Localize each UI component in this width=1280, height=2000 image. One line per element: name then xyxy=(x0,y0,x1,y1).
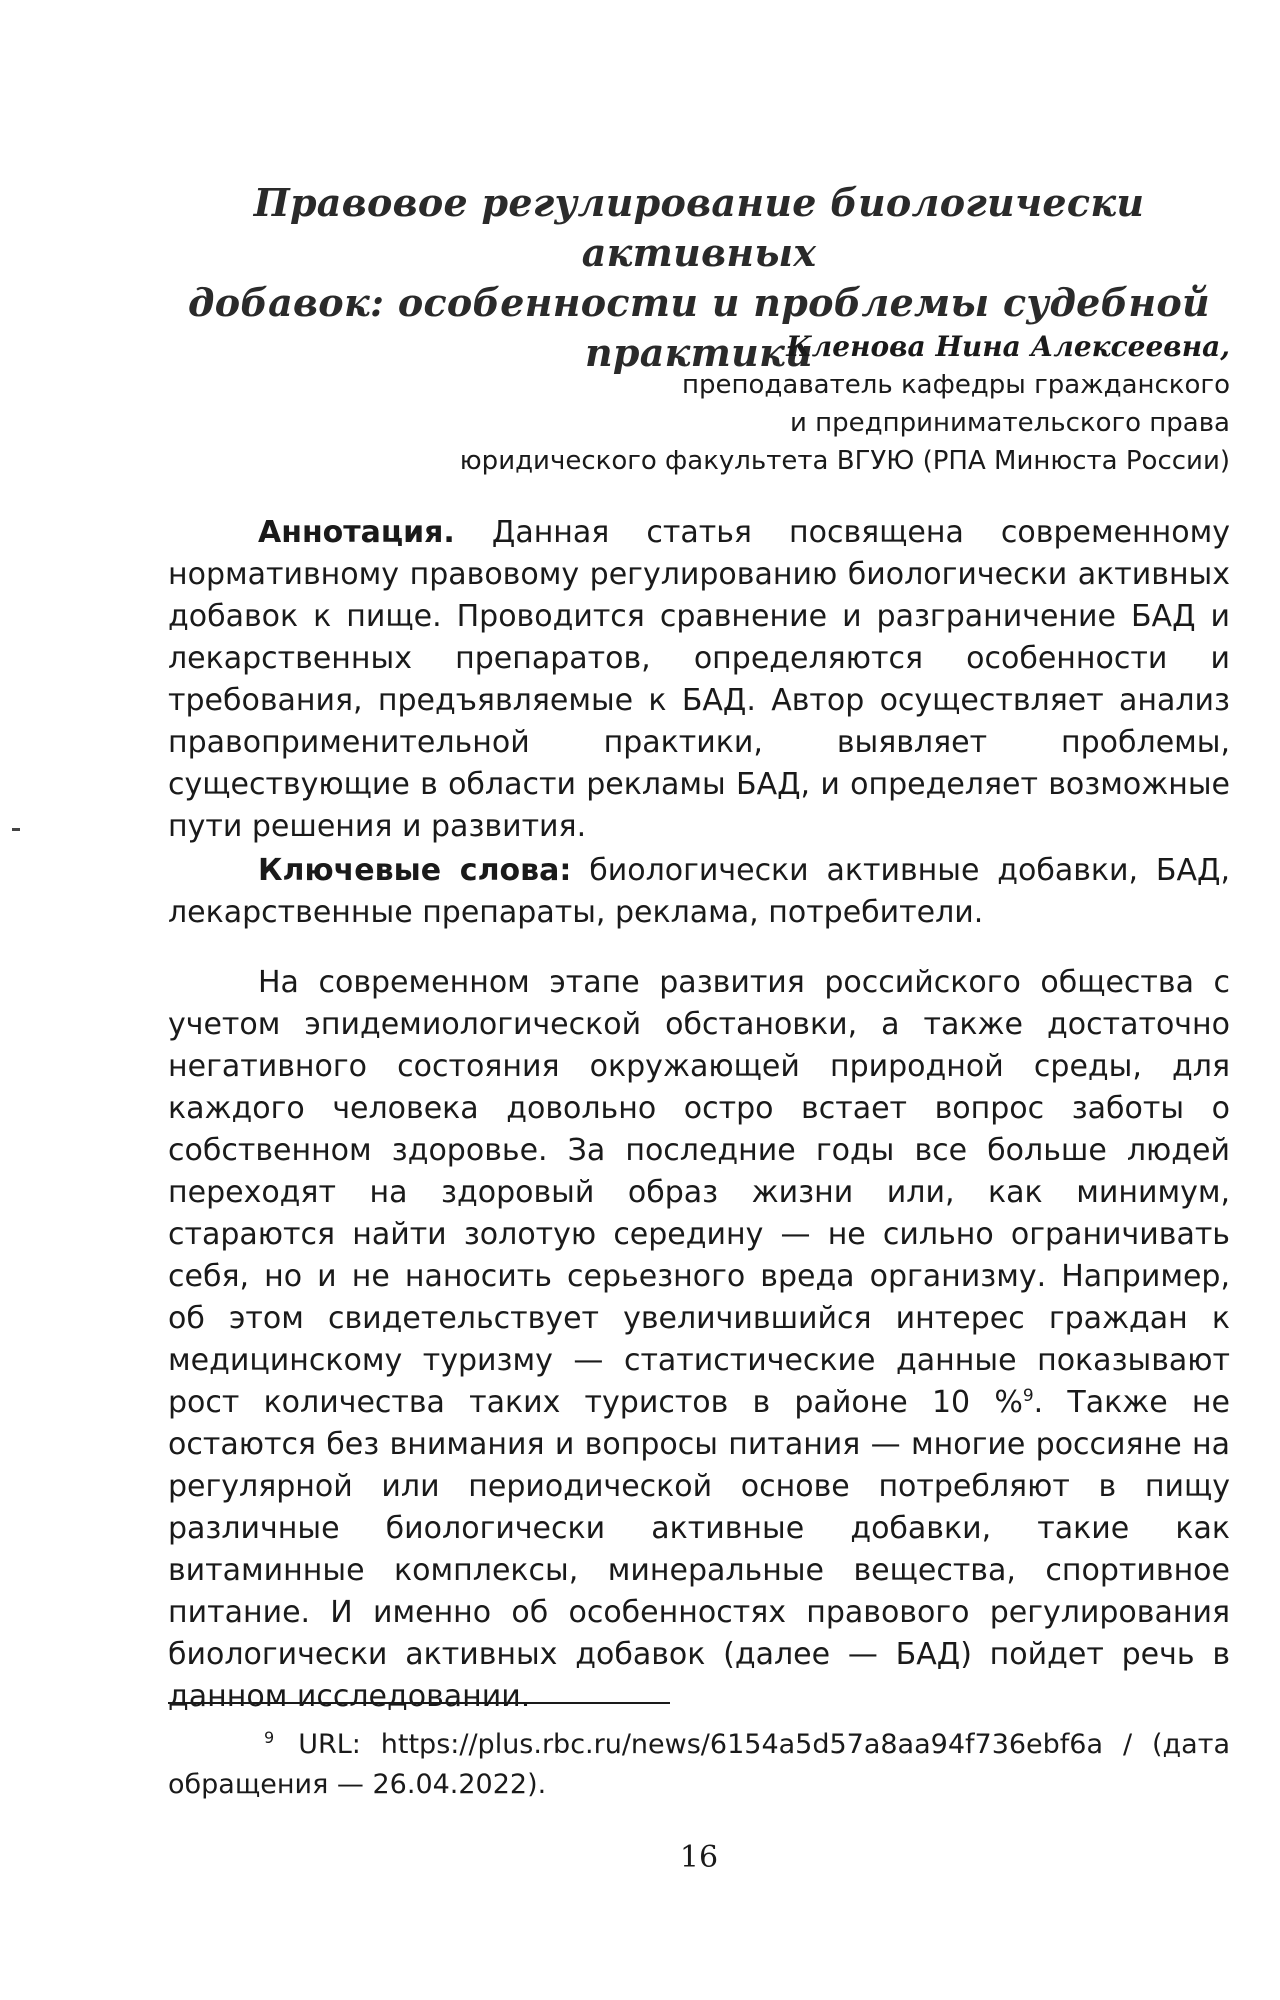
author-name: Кленова Нина Алексеевна, xyxy=(786,330,1230,363)
document-page xyxy=(168,0,1230,2000)
main-text-part-2: . Также не остаются без внимания и вопросы питания — многие россияне на регулярной или периодической основе потребляют в пищу различные биологически активные добавки, такие как витаминные комплексы, минеральные вещества, спортивное питание. И именно об особенностях правового регулирования биологически активных добавок (далее — БАД) пойдет речь в данном исследовании. xyxy=(168,1385,1230,1714)
author-position-line-1: преподаватель кафедры гражданского xyxy=(682,370,1230,400)
author-block xyxy=(330,328,1230,480)
abstract-text: Данная статья посвящена современному нормативному правовому регулированию биологически активных добавок к пище. Проводится сравнение и разграничение БАД и лекарственных препаратов, определяются особенности и требования, предъявляемые к БАД. Автор осуществляет анализ правоприменительной практики, выявляет проблемы, существующие в области рекламы БАД, и определяет возможные пути решения и развития. xyxy=(168,515,1230,844)
keywords-text: биологически активные добавки, БАД, лекарственные препараты, реклама, потребители. xyxy=(168,853,1230,930)
footnote-reference[interactable]: 9 xyxy=(1022,1386,1034,1406)
article-title-line-1: Правовое регулирование биологически активных xyxy=(253,180,1145,275)
abstract-paragraph xyxy=(168,512,1230,848)
abstract-label: Аннотация. xyxy=(258,515,455,550)
author-position-line-2: и предпринимательского права xyxy=(790,408,1230,438)
author-position-line-3: юридического факультета ВГУЮ (РПА Минюста России) xyxy=(459,446,1230,476)
footnote-mark: 9 xyxy=(264,1728,275,1747)
keywords-label: Ключевые слова: xyxy=(258,853,572,888)
footnote-divider xyxy=(168,1702,670,1704)
footnote-text: URL: https://plus.rbc.ru/news/6154a5d57a8aa94f736ebf6a / (дата обращения — 26.04.2022). xyxy=(168,1729,1230,1800)
footnote xyxy=(168,1718,1230,1805)
page-number: 16 xyxy=(679,1840,719,1875)
main-text-part-1: На современном этапе развития российского общества с учетом эпидемиологической обстановки, а также достаточно негативного состояния окружающей природной среды, для каждого человека довольно остро встает вопрос заботы о собственном здоровье. За последние годы все больше людей переходят на здоровый образ жизни или, как минимум, стараются найти золотую середину — не сильно ограничивать себя, но и не наносить серьезного вреда организму. Например, об этом свидетельствует увеличившийся интерес граждан к медицинскому туризму — статистические данные показывают рост количества таких туристов в районе 10 % xyxy=(168,965,1230,1420)
article-title-line-2: добавок: особенности и проблемы судебной практики xyxy=(188,280,1210,375)
margin-mark xyxy=(12,828,20,831)
main-paragraph xyxy=(168,962,1230,1718)
keywords-paragraph xyxy=(168,850,1230,934)
